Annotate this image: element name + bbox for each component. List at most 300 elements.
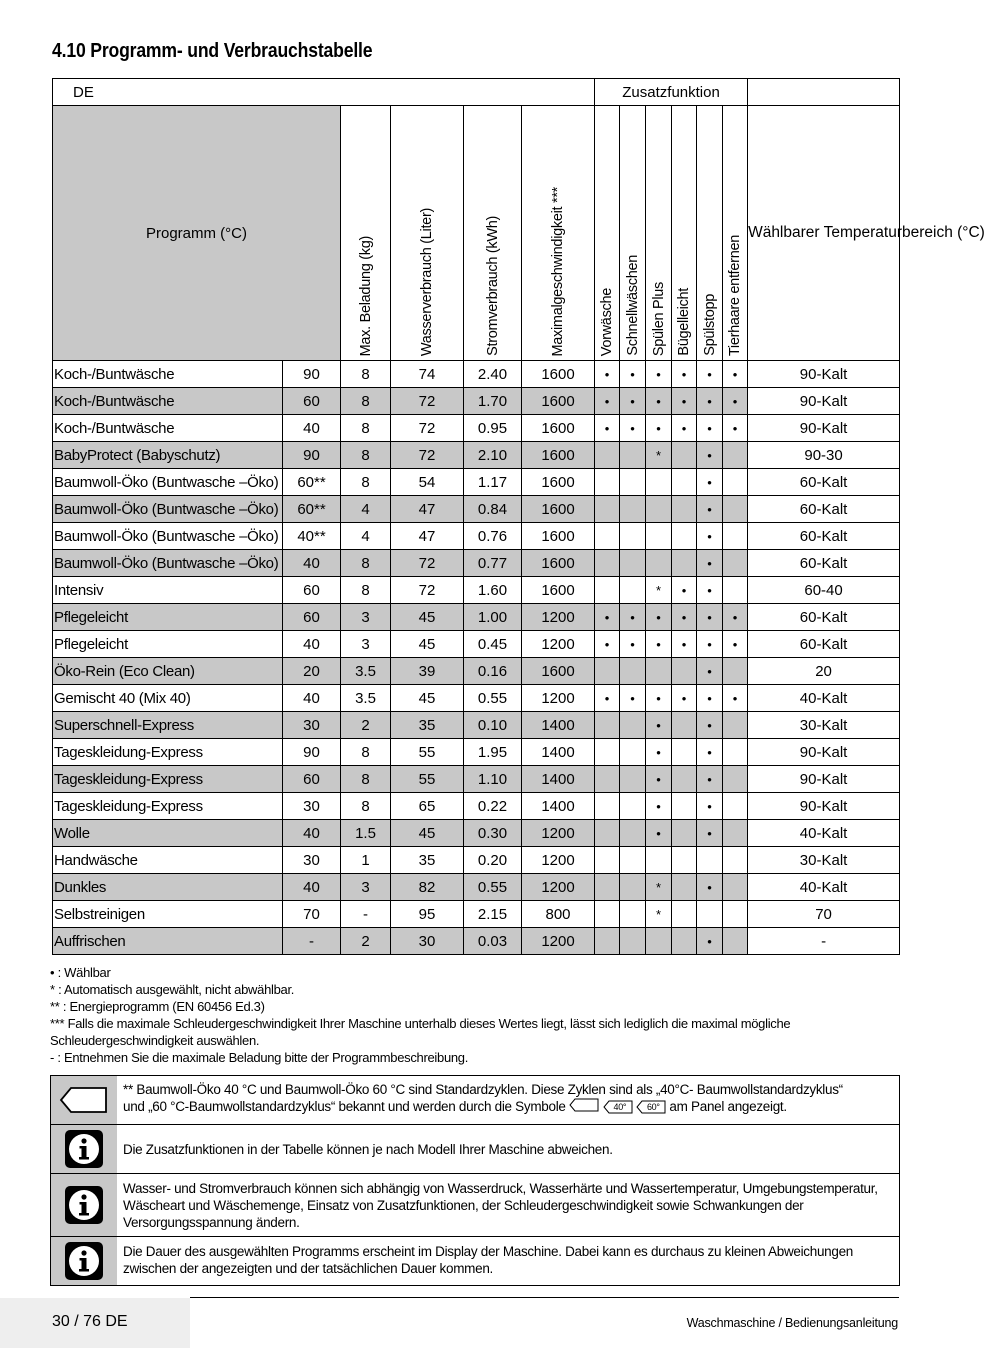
cell-zusatzfunktion xyxy=(723,793,748,820)
cell-zusatzfunktion: • xyxy=(595,604,620,631)
cell-programm: Auffrischen xyxy=(53,928,283,955)
cell-zusatzfunktion: • xyxy=(595,361,620,388)
cell-programm: Baumwoll-Öko (Buntwasche –Öko) xyxy=(53,523,283,550)
cell-zusatzfunktion xyxy=(723,820,748,847)
cell-temperaturbereich: 90-Kalt xyxy=(748,739,900,766)
header-tierhaare: Tierhaare entfernen xyxy=(723,106,748,361)
cell-strom: 0.77 xyxy=(464,550,522,577)
cell-zusatzfunktion xyxy=(646,496,672,523)
cell-beladung: 1.5 xyxy=(341,820,391,847)
cell-zusatzfunktion xyxy=(620,820,646,847)
cell-wasser: 45 xyxy=(391,820,464,847)
cell-temperatur: 30 xyxy=(283,793,341,820)
header-vorwaesche: Vorwäsche xyxy=(595,106,620,361)
cell-drehzahl: 1200 xyxy=(522,874,595,901)
cell-beladung: 8 xyxy=(341,415,391,442)
info-row-2 xyxy=(51,1174,899,1237)
cell-temperaturbereich: 90-Kalt xyxy=(748,361,900,388)
cell-zusatzfunktion xyxy=(672,874,697,901)
header-drehzahl: Maximalgeschwindigkeit *** xyxy=(522,106,595,361)
cell-zusatzfunktion xyxy=(723,658,748,685)
info-text-1: Die Zusatzfunktionen in der Tabelle können je nach Modell Ihrer Maschine abweichen. xyxy=(123,1141,613,1157)
cell-zusatzfunktion xyxy=(595,712,620,739)
cell-temperaturbereich: 30-Kalt xyxy=(748,712,900,739)
table-row xyxy=(53,604,900,631)
cell-temperaturbereich: 90-Kalt xyxy=(748,388,900,415)
cell-temperatur: 40 xyxy=(283,415,341,442)
cell-zusatzfunktion: • xyxy=(646,820,672,847)
cell-zusatzfunktion xyxy=(672,901,697,928)
cell-zusatzfunktion: • xyxy=(595,631,620,658)
cell-strom: 2.40 xyxy=(464,361,522,388)
cell-beladung: 3 xyxy=(341,874,391,901)
cell-temperaturbereich: - xyxy=(748,928,900,955)
cell-zusatzfunktion xyxy=(646,550,672,577)
header-beladung: Max. Beladung (kg) xyxy=(341,106,391,361)
cell-beladung: 8 xyxy=(341,550,391,577)
cell-zusatzfunktion: * xyxy=(646,577,672,604)
cell-zusatzfunktion: • xyxy=(620,631,646,658)
cell-programm: Gemischt 40 (Mix 40) xyxy=(53,685,283,712)
cell-programm: Handwäsche xyxy=(53,847,283,874)
cell-beladung: 3 xyxy=(341,604,391,631)
cell-beladung: 2 xyxy=(341,928,391,955)
info-icon xyxy=(51,1125,117,1173)
cell-zusatzfunktion: • xyxy=(595,685,620,712)
cell-temperatur: 70 xyxy=(283,901,341,928)
header-buegelleicht: Bügelleicht xyxy=(672,106,697,361)
cell-zusatzfunktion xyxy=(620,442,646,469)
cell-zusatzfunktion: • xyxy=(646,739,672,766)
eco-40-symbol-icon: 40° xyxy=(603,1100,633,1114)
table-row xyxy=(53,550,900,577)
cell-strom: 2.10 xyxy=(464,442,522,469)
cell-temperaturbereich: 60-Kalt xyxy=(748,469,900,496)
info-row-eco xyxy=(51,1076,899,1125)
cell-temperaturbereich: 60-Kalt xyxy=(748,496,900,523)
cell-drehzahl: 1600 xyxy=(522,442,595,469)
cell-wasser: 72 xyxy=(391,388,464,415)
cell-zusatzfunktion xyxy=(723,766,748,793)
table-row xyxy=(53,793,900,820)
cell-zusatzfunktion: • xyxy=(646,388,672,415)
cell-wasser: 74 xyxy=(391,361,464,388)
info-text-2: Wasser- und Stromverbrauch können sich abhängig von Wasserdruck, Wasserhärte und Wassertemperatur, Umgebungstemperatur, Wäscheart und Wäschemenge, Einsatz von Zusatzfunktionen, der Schleudergeschwindigkeit sowie Schwankungen der Versorgungsspannung ändern. xyxy=(123,1181,878,1230)
cell-wasser: 54 xyxy=(391,469,464,496)
cell-zusatzfunktion: • xyxy=(646,793,672,820)
cell-temperaturbereich: 30-Kalt xyxy=(748,847,900,874)
cell-wasser: 47 xyxy=(391,496,464,523)
cell-zusatzfunktion xyxy=(723,847,748,874)
cell-wasser: 55 xyxy=(391,766,464,793)
cell-programm: Baumwoll-Öko (Buntwasche –Öko) xyxy=(53,496,283,523)
cell-zusatzfunktion: • xyxy=(672,388,697,415)
cell-zusatzfunktion xyxy=(672,496,697,523)
header-spuelen-plus: Spülen Plus xyxy=(646,106,672,361)
cell-zusatzfunktion: • xyxy=(672,631,697,658)
cell-zusatzfunktion: * xyxy=(646,442,672,469)
cell-zusatzfunktion: • xyxy=(697,415,723,442)
cell-strom: 0.10 xyxy=(464,712,522,739)
cell-zusatzfunktion xyxy=(723,928,748,955)
cell-programm: Koch-/Buntwäsche xyxy=(53,388,283,415)
cell-programm: Intensiv xyxy=(53,577,283,604)
cell-zusatzfunktion xyxy=(646,658,672,685)
cell-drehzahl: 1600 xyxy=(522,361,595,388)
note-line: - : Entnehmen Sie die maximale Beladung bitte der Programmbeschreibung. xyxy=(50,1050,469,1065)
header-spuelstopp: Spülstopp xyxy=(697,106,723,361)
cell-zusatzfunktion xyxy=(595,928,620,955)
info-row-3 xyxy=(51,1237,899,1286)
info-box xyxy=(50,1075,900,1286)
cell-temperaturbereich: 60-Kalt xyxy=(748,604,900,631)
cell-zusatzfunktion xyxy=(620,523,646,550)
cell-drehzahl: 1600 xyxy=(522,658,595,685)
cell-programm: Selbstreinigen xyxy=(53,901,283,928)
cell-drehzahl: 1200 xyxy=(522,685,595,712)
cell-temperaturbereich: 90-Kalt xyxy=(748,766,900,793)
cell-temperatur: 40** xyxy=(283,523,341,550)
cell-zusatzfunktion: • xyxy=(697,766,723,793)
cell-zusatzfunktion xyxy=(595,793,620,820)
cell-programm: Öko-Rein (Eco Clean) xyxy=(53,658,283,685)
cell-drehzahl: 1200 xyxy=(522,631,595,658)
cell-beladung: 1 xyxy=(341,847,391,874)
cell-beladung: 8 xyxy=(341,577,391,604)
cell-wasser: 39 xyxy=(391,658,464,685)
cell-zusatzfunktion: • xyxy=(697,685,723,712)
table-row xyxy=(53,631,900,658)
cell-zusatzfunktion xyxy=(595,442,620,469)
eco-symbol-icon xyxy=(569,1098,599,1116)
cell-wasser: 72 xyxy=(391,442,464,469)
cell-wasser: 72 xyxy=(391,415,464,442)
cell-strom: 0.55 xyxy=(464,685,522,712)
cell-beladung: 8 xyxy=(341,442,391,469)
cell-wasser: 82 xyxy=(391,874,464,901)
cell-zusatzfunktion: • xyxy=(672,415,697,442)
cell-programm: Pflegeleicht xyxy=(53,604,283,631)
cell-temperaturbereich: 60-40 xyxy=(748,577,900,604)
cell-zusatzfunktion: • xyxy=(646,766,672,793)
info-row-1 xyxy=(51,1125,899,1174)
cell-drehzahl: 800 xyxy=(522,901,595,928)
cell-temperatur: 60 xyxy=(283,766,341,793)
table-row xyxy=(53,415,900,442)
cell-zusatzfunktion xyxy=(620,577,646,604)
cell-strom: 0.45 xyxy=(464,631,522,658)
cell-wasser: 72 xyxy=(391,577,464,604)
table-row xyxy=(53,388,900,415)
cell-programm: Tageskleidung-Express xyxy=(53,739,283,766)
cell-beladung: 8 xyxy=(341,469,391,496)
cell-strom: 1.17 xyxy=(464,469,522,496)
cell-zusatzfunktion xyxy=(672,469,697,496)
cell-zusatzfunktion: • xyxy=(646,604,672,631)
page-number: 30 / 76 DE xyxy=(52,1313,128,1330)
cell-programm: Wolle xyxy=(53,820,283,847)
table-row xyxy=(53,820,900,847)
cell-zusatzfunktion: • xyxy=(723,604,748,631)
cell-zusatzfunktion: • xyxy=(697,604,723,631)
cell-zusatzfunktion: • xyxy=(723,388,748,415)
cell-zusatzfunktion xyxy=(672,658,697,685)
table-row xyxy=(53,361,900,388)
cell-zusatzfunktion: • xyxy=(697,928,723,955)
cell-programm: Dunkles xyxy=(53,874,283,901)
cell-zusatzfunktion: • xyxy=(697,712,723,739)
cell-temperatur: 60 xyxy=(283,388,341,415)
cell-programm: Tageskleidung-Express xyxy=(53,766,283,793)
cell-drehzahl: 1600 xyxy=(522,550,595,577)
cell-temperatur: 60** xyxy=(283,496,341,523)
cell-zusatzfunktion: • xyxy=(620,685,646,712)
cell-programm: Baumwoll-Öko (Buntwasche –Öko) xyxy=(53,469,283,496)
cell-zusatzfunktion xyxy=(620,739,646,766)
cell-temperatur: 20 xyxy=(283,658,341,685)
cell-temperaturbereich: 60-Kalt xyxy=(748,631,900,658)
cell-temperatur: 40 xyxy=(283,550,341,577)
cell-beladung: - xyxy=(341,901,391,928)
cell-temperatur: 60 xyxy=(283,604,341,631)
cell-zusatzfunktion: • xyxy=(723,415,748,442)
cell-zusatzfunktion: • xyxy=(723,685,748,712)
table-row xyxy=(53,658,900,685)
cell-zusatzfunktion xyxy=(620,766,646,793)
cell-wasser: 45 xyxy=(391,685,464,712)
cell-zusatzfunktion xyxy=(595,469,620,496)
cell-zusatzfunktion xyxy=(595,820,620,847)
table-row xyxy=(53,766,900,793)
cell-zusatzfunktion: • xyxy=(672,685,697,712)
cell-strom: 1.70 xyxy=(464,388,522,415)
cell-beladung: 4 xyxy=(341,523,391,550)
cell-zusatzfunktion xyxy=(595,496,620,523)
cell-zusatzfunktion xyxy=(723,442,748,469)
cell-zusatzfunktion: • xyxy=(697,388,723,415)
cell-strom: 1.60 xyxy=(464,577,522,604)
cell-drehzahl: 1400 xyxy=(522,793,595,820)
note-line: * : Automatisch ausgewählt, nicht abwählbar. xyxy=(50,982,295,997)
cell-zusatzfunktion: • xyxy=(697,820,723,847)
cell-zusatzfunktion xyxy=(723,577,748,604)
cell-strom: 1.10 xyxy=(464,766,522,793)
cell-temperaturbereich: 40-Kalt xyxy=(748,820,900,847)
table-body xyxy=(53,361,900,955)
cell-drehzahl: 1600 xyxy=(522,577,595,604)
table-row xyxy=(53,496,900,523)
info-text-3: Die Dauer des ausgewählten Programms erscheint im Display der Maschine. Dabei kann es durchaus zu kleinen Abweichungen zwischen der angezeigten und der tatsächlichen Dauer kommen. xyxy=(123,1244,854,1276)
cell-temperaturbereich: 60-Kalt xyxy=(748,523,900,550)
cell-strom: 1.95 xyxy=(464,739,522,766)
cell-beladung: 4 xyxy=(341,496,391,523)
cell-zusatzfunktion xyxy=(620,847,646,874)
table-row xyxy=(53,901,900,928)
cell-temperatur: 40 xyxy=(283,874,341,901)
cell-drehzahl: 1600 xyxy=(522,469,595,496)
cell-drehzahl: 1200 xyxy=(522,928,595,955)
zusatzfunktion-header: Zusatzfunktion xyxy=(595,79,748,106)
cell-beladung: 8 xyxy=(341,739,391,766)
cell-zusatzfunktion xyxy=(620,712,646,739)
cell-zusatzfunktion xyxy=(672,820,697,847)
cell-zusatzfunktion xyxy=(723,874,748,901)
cell-zusatzfunktion: • xyxy=(672,604,697,631)
cell-zusatzfunktion xyxy=(646,469,672,496)
cell-zusatzfunktion xyxy=(595,739,620,766)
cell-temperaturbereich: 20 xyxy=(748,658,900,685)
cell-zusatzfunktion: • xyxy=(697,793,723,820)
cell-zusatzfunktion: • xyxy=(723,631,748,658)
cell-temperatur: 40 xyxy=(283,820,341,847)
table-row xyxy=(53,847,900,874)
legend-notes xyxy=(50,964,790,1066)
header-programm: Programm (°C) xyxy=(53,106,341,361)
cell-temperaturbereich: 40-Kalt xyxy=(748,874,900,901)
section-title: 4.10 Programm- und Verbrauchstabelle xyxy=(52,40,373,62)
table-row xyxy=(53,469,900,496)
cell-zusatzfunktion xyxy=(646,847,672,874)
note-line: Schleudergeschwindigkeit auswählen. xyxy=(50,1033,260,1048)
cell-zusatzfunktion: • xyxy=(646,685,672,712)
cell-zusatzfunktion: • xyxy=(697,550,723,577)
cell-zusatzfunktion xyxy=(672,847,697,874)
cell-wasser: 95 xyxy=(391,901,464,928)
cell-zusatzfunktion xyxy=(646,523,672,550)
cell-wasser: 35 xyxy=(391,712,464,739)
cell-temperaturbereich: 40-Kalt xyxy=(748,685,900,712)
cell-temperatur: 90 xyxy=(283,442,341,469)
cell-strom: 0.84 xyxy=(464,496,522,523)
footer-divider xyxy=(190,1297,899,1298)
cell-wasser: 45 xyxy=(391,631,464,658)
cell-temperatur: 90 xyxy=(283,361,341,388)
cell-wasser: 45 xyxy=(391,604,464,631)
cell-zusatzfunktion: • xyxy=(595,415,620,442)
cell-beladung: 2 xyxy=(341,712,391,739)
cell-zusatzfunktion: • xyxy=(646,415,672,442)
cell-drehzahl: 1600 xyxy=(522,388,595,415)
cell-strom: 0.16 xyxy=(464,658,522,685)
cell-zusatzfunktion xyxy=(595,874,620,901)
cell-zusatzfunktion xyxy=(620,874,646,901)
eco-text-line2b: am Panel angezeigt. xyxy=(669,1099,787,1114)
cell-zusatzfunktion xyxy=(723,712,748,739)
cell-strom: 0.22 xyxy=(464,793,522,820)
cell-programm: Pflegeleicht xyxy=(53,631,283,658)
cell-zusatzfunktion xyxy=(595,523,620,550)
info-icon xyxy=(51,1174,117,1236)
cell-zusatzfunktion: • xyxy=(620,604,646,631)
document-name: Waschmaschine / Bedienungsanleitung xyxy=(686,1316,898,1330)
cell-programm: Koch-/Buntwäsche xyxy=(53,361,283,388)
cell-drehzahl: 1600 xyxy=(522,496,595,523)
cell-strom: 0.55 xyxy=(464,874,522,901)
header-temperaturbereich: Wählbarer Temperaturbereich (°C) xyxy=(748,106,900,361)
cell-zusatzfunktion: * xyxy=(646,901,672,928)
table-row xyxy=(53,928,900,955)
language-label: DE xyxy=(53,79,595,106)
cell-zusatzfunktion: • xyxy=(595,388,620,415)
eco-60-symbol-icon: 60° xyxy=(636,1100,666,1114)
table-row xyxy=(53,442,900,469)
cell-drehzahl: 1200 xyxy=(522,820,595,847)
table-row xyxy=(53,685,900,712)
note-line: ** : Energieprogramm (EN 60456 Ed.3) xyxy=(50,999,265,1014)
cell-beladung: 3.5 xyxy=(341,658,391,685)
cell-strom: 0.76 xyxy=(464,523,522,550)
cell-temperatur: - xyxy=(283,928,341,955)
cell-zusatzfunktion: • xyxy=(697,523,723,550)
cell-zusatzfunktion: • xyxy=(697,874,723,901)
header-wasser: Wasserverbrauch (Liter) xyxy=(391,106,464,361)
header-schnellwaschen: Schnellwäschen xyxy=(620,106,646,361)
cell-programm: Koch-/Buntwäsche xyxy=(53,415,283,442)
cell-zusatzfunktion xyxy=(620,658,646,685)
cell-zusatzfunktion xyxy=(595,577,620,604)
cell-wasser: 47 xyxy=(391,523,464,550)
cell-zusatzfunktion xyxy=(723,550,748,577)
cell-zusatzfunktion xyxy=(723,901,748,928)
cell-zusatzfunktion xyxy=(672,739,697,766)
cell-beladung: 8 xyxy=(341,766,391,793)
cell-zusatzfunktion: • xyxy=(723,361,748,388)
cell-zusatzfunktion xyxy=(672,766,697,793)
cell-strom: 2.15 xyxy=(464,901,522,928)
cell-drehzahl: 1600 xyxy=(522,415,595,442)
eco-text-line2a: und „60 °C-Baumwollstandardzyklus“ bekannt und werden durch die Symbole xyxy=(123,1099,566,1114)
cell-strom: 1.00 xyxy=(464,604,522,631)
info-icon xyxy=(51,1237,117,1285)
cell-zusatzfunktion: • xyxy=(697,469,723,496)
cell-strom: 0.20 xyxy=(464,847,522,874)
cell-zusatzfunktion xyxy=(697,901,723,928)
cell-zusatzfunktion xyxy=(672,550,697,577)
eco-cycle-icon xyxy=(51,1076,117,1124)
cell-drehzahl: 1200 xyxy=(522,604,595,631)
cell-drehzahl: 1600 xyxy=(522,523,595,550)
cell-zusatzfunktion xyxy=(620,496,646,523)
cell-zusatzfunktion xyxy=(723,739,748,766)
cell-temperaturbereich: 60-Kalt xyxy=(748,550,900,577)
cell-zusatzfunktion xyxy=(620,928,646,955)
empty-header-cell xyxy=(748,79,900,106)
cell-programm: Superschnell-Express xyxy=(53,712,283,739)
cell-zusatzfunktion xyxy=(620,793,646,820)
table-row xyxy=(53,577,900,604)
cell-zusatzfunktion xyxy=(672,928,697,955)
cell-temperaturbereich: 90-Kalt xyxy=(748,793,900,820)
cell-zusatzfunktion xyxy=(672,793,697,820)
cell-zusatzfunktion: • xyxy=(620,388,646,415)
cell-temperatur: 40 xyxy=(283,685,341,712)
cell-temperatur: 30 xyxy=(283,712,341,739)
cell-zusatzfunktion: • xyxy=(646,631,672,658)
table-row xyxy=(53,874,900,901)
cell-strom: 0.30 xyxy=(464,820,522,847)
cell-beladung: 8 xyxy=(341,361,391,388)
cell-beladung: 8 xyxy=(341,388,391,415)
cell-zusatzfunktion xyxy=(595,847,620,874)
eco-text-line1: ** Baumwoll-Öko 40 °C und Baumwoll-Öko 60 °C sind Standardzyklen. Diese Zyklen sind als „40°C- Baumwollstandardzyklus“ xyxy=(123,1082,843,1097)
cell-zusatzfunktion xyxy=(723,469,748,496)
table-row xyxy=(53,523,900,550)
cell-drehzahl: 1400 xyxy=(522,739,595,766)
cell-temperatur: 90 xyxy=(283,739,341,766)
cell-zusatzfunktion xyxy=(672,712,697,739)
cell-zusatzfunktion: • xyxy=(697,496,723,523)
cell-zusatzfunktion: • xyxy=(697,577,723,604)
